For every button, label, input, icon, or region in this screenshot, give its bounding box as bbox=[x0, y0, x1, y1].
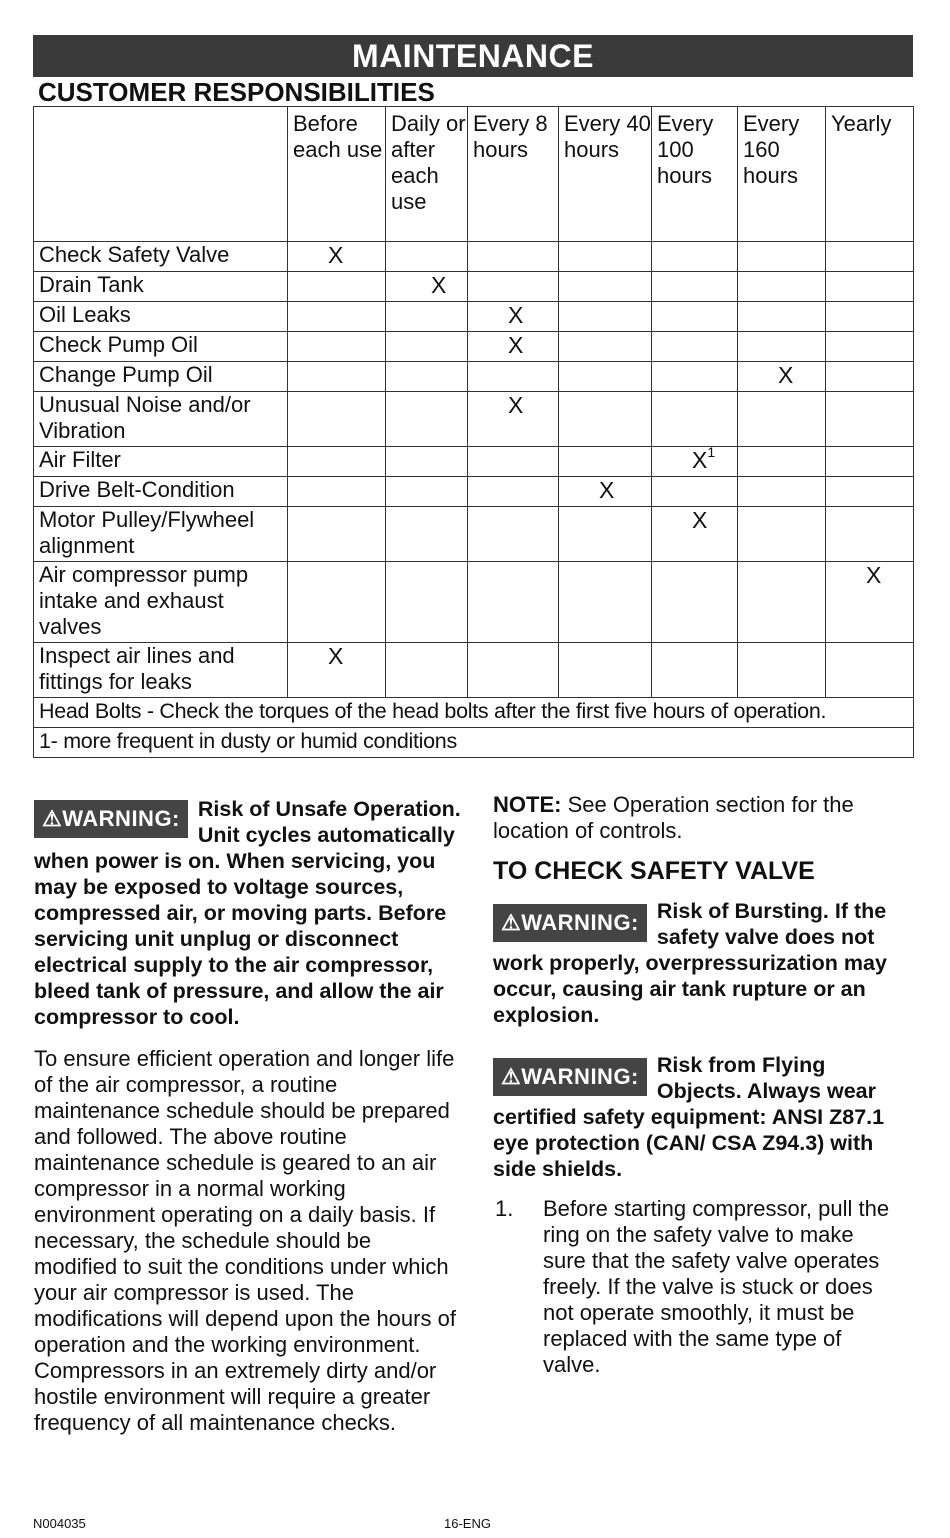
schedule-mark: X bbox=[826, 562, 914, 643]
table-row bbox=[34, 698, 914, 728]
step-text: Before starting compressor, pull the ring on the safety valve to make sure that the safety valve operates freely. If the valve is stuck or does not operate smoothly, it must be replaced with the same type of valve. bbox=[543, 1196, 890, 1377]
header-cell: Every 160 hours bbox=[738, 107, 826, 242]
schedule-mark bbox=[738, 392, 826, 447]
warning-triangle-icon: ⚠ bbox=[42, 806, 63, 831]
schedule-mark bbox=[468, 562, 559, 643]
schedule-mark: X bbox=[288, 643, 386, 698]
schedule-mark bbox=[738, 643, 826, 698]
schedule-mark bbox=[738, 447, 826, 477]
schedule-mark bbox=[559, 392, 652, 447]
schedule-mark: X bbox=[692, 447, 708, 473]
table-row bbox=[34, 643, 914, 698]
schedule-mark bbox=[559, 272, 652, 302]
schedule-mark bbox=[559, 302, 652, 332]
task-cell: Check Pump Oil bbox=[34, 332, 288, 362]
schedule-mark bbox=[738, 507, 826, 562]
task-cell: Change Pump Oil bbox=[34, 362, 288, 392]
schedule-mark-with-note bbox=[652, 447, 738, 477]
schedule-mark bbox=[386, 302, 468, 332]
schedule-mark bbox=[468, 447, 559, 477]
warning-badge: ⚠WARNING: bbox=[493, 904, 647, 942]
schedule-mark: X bbox=[559, 477, 652, 507]
schedule-mark bbox=[826, 362, 914, 392]
table-row bbox=[34, 562, 914, 643]
schedule-mark bbox=[559, 332, 652, 362]
schedule-mark bbox=[652, 643, 738, 698]
maintenance-paragraph: To ensure efficient operation and longer life of the air compressor, a routine maintenance schedule should be prepared and followed. The above routine maintenance schedule is geared to an air compressor in a normal working environment operating on a daily basis. If necessary, the schedule should be modified to suit the conditions under which your air compressor is used. The modifications will depend upon the hours of operation and the working environment. Compressors in an extremely dirty and/or hostile environment will require a greater frequency of all maintenance checks. bbox=[34, 1046, 456, 1435]
schedule-mark bbox=[652, 562, 738, 643]
schedule-mark bbox=[468, 507, 559, 562]
header-cell: Every 100 hours bbox=[652, 107, 738, 242]
schedule-mark bbox=[826, 242, 914, 272]
schedule-mark bbox=[386, 332, 468, 362]
schedule-mark bbox=[652, 362, 738, 392]
schedule-mark bbox=[652, 302, 738, 332]
schedule-mark bbox=[738, 477, 826, 507]
schedule-mark bbox=[468, 362, 559, 392]
left-column bbox=[34, 796, 464, 1436]
task-cell: Motor Pulley/Flywheel alignment bbox=[34, 507, 288, 562]
table-row bbox=[34, 302, 914, 332]
schedule-mark bbox=[738, 272, 826, 302]
right-column bbox=[493, 792, 903, 1378]
unsafe-operation-warning bbox=[34, 796, 464, 1030]
table-row bbox=[34, 728, 914, 758]
schedule-mark bbox=[652, 392, 738, 447]
header-cell: Every 8 hours bbox=[468, 107, 559, 242]
header-cell bbox=[34, 107, 288, 242]
schedule-mark bbox=[288, 477, 386, 507]
task-cell: Inspect air lines and fittings for leaks bbox=[34, 643, 288, 698]
schedule-mark bbox=[826, 477, 914, 507]
schedule-mark bbox=[468, 643, 559, 698]
schedule-mark bbox=[386, 242, 468, 272]
schedule-mark bbox=[652, 332, 738, 362]
schedule-mark bbox=[288, 332, 386, 362]
schedule-mark bbox=[559, 507, 652, 562]
schedule-mark bbox=[559, 242, 652, 272]
task-cell: Drain Tank bbox=[34, 272, 288, 302]
warning-body-text: cycles automatically when power is on. When servicing, you may be exposed to voltage sources, compressed air, or moving parts. Before servicing unit unplug or disconnect electrical supply to the air compressor, bleed tank of pressure, and allow the air compressor to cool. bbox=[34, 823, 455, 1029]
head-bolts-note: Head Bolts - Check the torques of the head bolts after the first five hours of operation. bbox=[34, 698, 914, 728]
schedule-mark bbox=[288, 507, 386, 562]
schedule-mark bbox=[386, 447, 468, 477]
schedule-mark bbox=[288, 302, 386, 332]
warning-triangle-icon: ⚠ bbox=[501, 910, 522, 935]
table-row bbox=[34, 507, 914, 562]
safety-valve-heading: TO CHECK SAFETY VALVE bbox=[493, 857, 815, 885]
schedule-mark bbox=[826, 447, 914, 477]
schedule-mark bbox=[386, 477, 468, 507]
bursting-warning: ⚠WARNING: Risk of Bursting. If the safety valve does not work properly, overpressurization may occur, causing air tank rupture or an explosion. bbox=[493, 899, 887, 1027]
table-row bbox=[34, 272, 914, 302]
schedule-mark bbox=[652, 242, 738, 272]
schedule-mark bbox=[738, 242, 826, 272]
section-heading: CUSTOMER RESPONSIBILITIES bbox=[38, 77, 435, 107]
schedule-mark bbox=[386, 392, 468, 447]
schedule-mark bbox=[826, 332, 914, 362]
step-item bbox=[493, 1196, 903, 1378]
schedule-mark bbox=[468, 272, 559, 302]
schedule-mark bbox=[652, 477, 738, 507]
schedule-mark bbox=[386, 643, 468, 698]
schedule-mark bbox=[559, 643, 652, 698]
schedule-mark bbox=[559, 447, 652, 477]
schedule-mark: X bbox=[738, 362, 826, 392]
table-row bbox=[34, 477, 914, 507]
warning-triangle-icon: ⚠ bbox=[501, 1064, 522, 1089]
table-row bbox=[34, 392, 914, 447]
schedule-mark bbox=[559, 562, 652, 643]
task-cell: Drive Belt-Condition bbox=[34, 477, 288, 507]
schedule-mark bbox=[826, 302, 914, 332]
schedule-mark bbox=[386, 362, 468, 392]
document-code: N004035 bbox=[33, 1516, 86, 1531]
schedule-mark bbox=[288, 392, 386, 447]
table-row bbox=[34, 242, 914, 272]
schedule-mark bbox=[738, 562, 826, 643]
schedule-mark bbox=[288, 447, 386, 477]
task-cell: Air compressor pump intake and exhaust valves bbox=[34, 562, 288, 643]
schedule-mark: X bbox=[468, 302, 559, 332]
table-row bbox=[34, 362, 914, 392]
page-banner: MAINTENANCE bbox=[33, 35, 913, 77]
schedule-mark bbox=[468, 477, 559, 507]
schedule-mark: X bbox=[468, 392, 559, 447]
task-cell: Unusual Noise and/or Vibration bbox=[34, 392, 288, 447]
warning-badge: ⚠WARNING: bbox=[34, 800, 188, 838]
header-cell: Before each use bbox=[288, 107, 386, 242]
schedule-mark bbox=[386, 562, 468, 643]
header-cell: Every 40 hours bbox=[559, 107, 652, 242]
schedule-mark bbox=[826, 643, 914, 698]
step-number: 1. bbox=[495, 1196, 514, 1221]
schedule-mark bbox=[559, 362, 652, 392]
task-cell: Check Safety Valve bbox=[34, 242, 288, 272]
page-number: 16-ENG bbox=[444, 1516, 491, 1531]
schedule-mark bbox=[288, 272, 386, 302]
schedule-mark bbox=[288, 362, 386, 392]
schedule-mark bbox=[738, 302, 826, 332]
warning-lead-text: Risk of Unsafe Operation. Unit bbox=[197, 797, 461, 847]
schedule-mark: X bbox=[386, 272, 468, 302]
task-cell: Air Filter bbox=[34, 447, 288, 477]
schedule-mark bbox=[826, 392, 914, 447]
task-cell: Oil Leaks bbox=[34, 302, 288, 332]
maintenance-schedule-table bbox=[33, 106, 914, 758]
flying-objects-warning: ⚠WARNING: Risk from Flying Objects. Always wear certified safety equipment: ANSI Z87.1 eye protection (CAN/ CSA Z94.3) with side shields. bbox=[493, 1053, 885, 1181]
schedule-mark bbox=[386, 507, 468, 562]
table-header-row bbox=[34, 107, 914, 242]
schedule-mark bbox=[826, 507, 914, 562]
header-cell: Daily or after each use bbox=[386, 107, 468, 242]
note-label: NOTE: bbox=[493, 792, 562, 817]
table-footnote: 1- more frequent in dusty or humid conditions bbox=[34, 728, 914, 758]
schedule-mark bbox=[652, 272, 738, 302]
schedule-mark bbox=[826, 272, 914, 302]
table-row bbox=[34, 447, 914, 477]
schedule-mark: X bbox=[468, 332, 559, 362]
schedule-mark bbox=[738, 332, 826, 362]
table-row bbox=[34, 332, 914, 362]
footnote-marker: 1 bbox=[707, 446, 716, 460]
schedule-mark: X bbox=[652, 507, 738, 562]
schedule-mark bbox=[288, 562, 386, 643]
schedule-mark: X bbox=[288, 242, 386, 272]
note-text: NOTE: See Operation section for the location of controls. bbox=[493, 792, 854, 843]
header-cell: Yearly bbox=[826, 107, 914, 242]
schedule-mark bbox=[468, 242, 559, 272]
warning-badge: ⚠WARNING: bbox=[493, 1058, 647, 1096]
